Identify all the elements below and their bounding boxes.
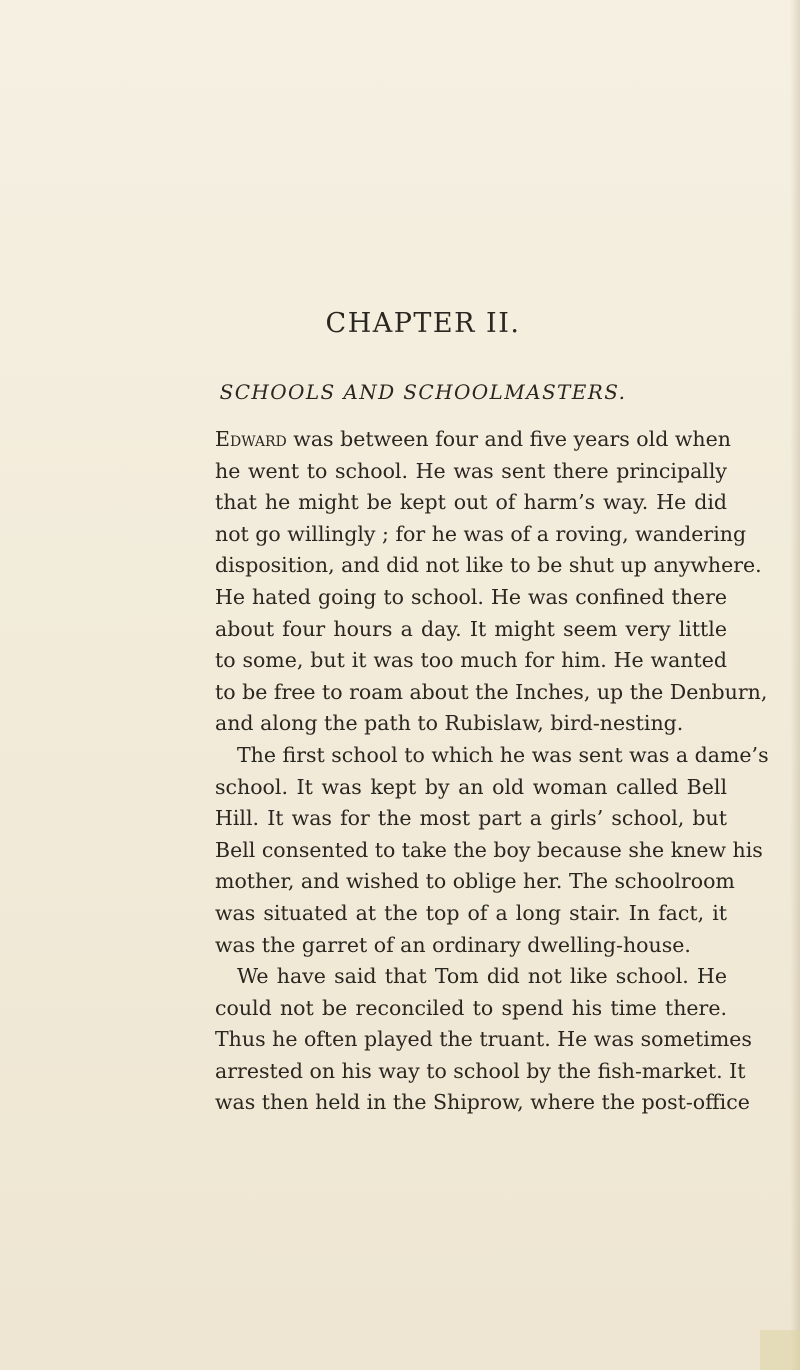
text-line: arrested on his way to school by the fish-market. It [215,1058,746,1083]
chapter-subtitle: SCHOOLS AND SCHOOLMASTERS. [219,380,627,404]
text-line: He hated going to school. He was confined there [215,584,727,609]
text-line: disposition, and did not like to be shut up anywhere. [215,553,762,578]
text-line: not go willingly ; for he was of a roving, wandering [215,521,747,546]
page-edge-shadow [790,0,800,1370]
text-line: that he might be kept out of harm’s way. He did [215,490,727,515]
chapter-body [215,424,769,1119]
text-line: about four hours a day. It might seem very little [215,616,727,641]
text-line: was situated at the top of a long stair. In fact, it [215,900,727,925]
text-line: school. It was kept by an old woman called Bell [215,774,727,799]
text-line: was then held in the Shiprow, where the post-office [215,1090,750,1115]
text-line: Thus he often played the truant. He was sometimes [215,1027,752,1052]
text-line: was the garret of an ordinary dwelling-house. [215,932,691,957]
text-line: The first school to which he was sent was a dame’s [237,742,769,767]
text-line: Bell consented to take the boy because she knew his [215,837,763,862]
text-line: Hill. It was for the most part a girls’ school, but [215,806,727,831]
text-line: Edward was between four and five years old when [215,427,731,451]
chapter-heading: CHAPTER II. [325,308,521,339]
lead-word: Edward [215,427,287,451]
text-line: he went to school. He was sent there principally [215,458,727,483]
text-line: to be free to roam about the Inches, up the Denburn, [215,679,768,704]
text-line: We have said that Tom did not like school. He [237,964,727,989]
page-corner-stain [760,1330,800,1370]
text-line: mother, and wished to oblige her. The schoolroom [215,869,735,894]
text-line: to some, but it was too much for him. He wanted [215,648,727,673]
text-line: could not be reconciled to spend his time there. [215,995,727,1020]
text-line: and along the path to Rubislaw, bird-nesting. [215,711,684,736]
